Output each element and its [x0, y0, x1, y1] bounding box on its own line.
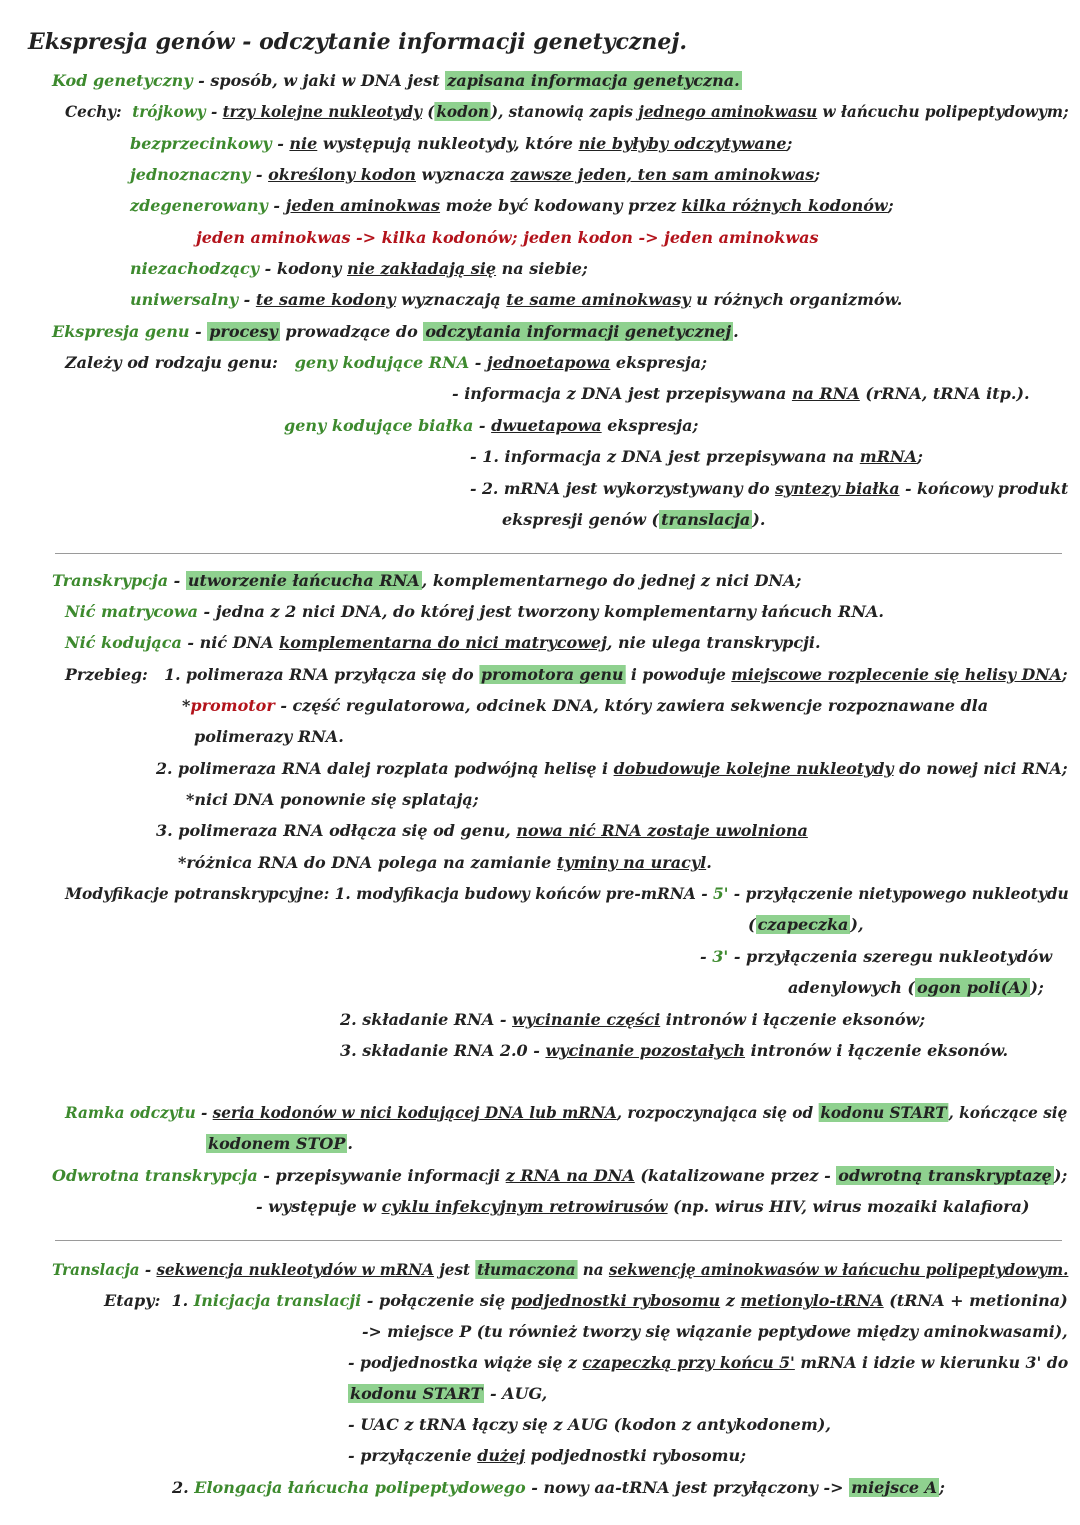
protein-step1-line: - 1. informacja z DNA jest przepisywana na mRNA;	[470, 447, 923, 466]
promotor-note-cont: polimerazy RNA.	[194, 727, 344, 746]
nic-kodujaca-line: Nić kodująca - nić DNA komplementarna do nici matrycowej, nie ulega transkrypcji.	[65, 633, 821, 652]
degenerate-note: jeden aminokwas -> kilka kodonów; jeden kodon -> jeden aminokwas	[196, 228, 819, 247]
cechy-niezachodzacy-line: niezachodzący - kodony nie zakładają się na siebie;	[130, 259, 588, 278]
inicjacja-miejsce-p: -> miejsce P (tu również tworzy się wiązanie peptydowe między aminokwasami),	[362, 1322, 1068, 1341]
kod-term: Kod genetyczny	[52, 71, 193, 90]
protein-step2-cont-line: ekspresji genów ( translacja ).	[502, 510, 766, 529]
ramka-cont-line: kodonem STOP .	[208, 1134, 353, 1153]
page-title: Ekspresja genów - odczytanie informacji genetycznej.	[28, 29, 688, 55]
inicjacja-uac: - UAC z tRNA łączy się z AUG (kodon z antykodonem),	[348, 1415, 831, 1434]
cechy-jednoznaczny-line: jednoznaczny - określony kodon wyznacza zawsze jeden, ten sam aminokwas;	[130, 165, 821, 184]
nic-matrycowa-line: Nić matrycowa - jedna z 2 nici DNA, do której jest tworzony komplementarny łańcuch RNA.	[65, 602, 884, 621]
protein-genes-line: geny kodujące białka - dwuetapowa ekspresja;	[284, 416, 699, 435]
kod-highlight: zapisana informacja genetyczna.	[447, 71, 740, 90]
przebieg-step3-note: *różnica RNA do DNA polega na zamianie tyminy na uracyl.	[178, 853, 712, 872]
przebieg-step2-note: *nici DNA ponownie się splatają;	[186, 790, 479, 809]
elongacja-line: 2. Elongacja łańcucha polipeptydowego - nowy aa-tRNA jest przyłączony -> miejsce A ;	[172, 1478, 945, 1497]
translacja-line: Translacja - sekwencja nukleotydów w mRNA jest tłumaczona na sekwencję aminokwasów w łańcuchu polipeptydowym.	[52, 1260, 1069, 1279]
rna-detail-line: - informacja z DNA jest przepisywana na RNA (rRNA, tRNA itp.).	[452, 384, 1030, 403]
przebieg-step3-line: 3. polimeraza RNA odłącza się od genu, nowa nić RNA zostaje uwolniona	[156, 821, 808, 840]
cechy-uniwersalny-line: uniwersalny - te same kodony wyznaczają te same aminokwasy u różnych organizmów.	[130, 290, 903, 309]
inicjacja-duza-podjednostka: - przyłączenie dużej podjednostki rybosomu;	[348, 1446, 747, 1465]
cechy-zdegenerowany-line: zdegenerowany - jeden aminokwas może być kodowany przez kilka różnych kodonów;	[130, 196, 894, 215]
skladanie-line: 2. składanie RNA - wycinanie części intronów i łączenie eksonów;	[340, 1010, 926, 1029]
przebieg-step1-line: Przebieg: 1. polimeraza RNA przyłącza się do promotora genu i powoduje miejscowe rozplecenie się helisy DNA;	[65, 665, 1068, 684]
inicjacja-kodon-start: kodonu START - AUG,	[350, 1384, 548, 1403]
cechy-bezprzecinkowy-line: bezprzecinkowy - nie występują nukleotydy, które nie byłyby odczytywane;	[130, 134, 793, 153]
section-divider-1	[55, 553, 1062, 554]
czapeczka-line: ( czapeczka ),	[748, 915, 864, 934]
promotor-note-line: *promotor - część regulatorowa, odcinek DNA, który zawiera sekwencje rozpoznawane dla	[182, 696, 989, 715]
cechy-trojkowy-line: Cechy: trójkowy - trzy kolejne nukleotydy ( kodon ), stanowią zapis jednego aminokwasu w łańcuchu polipeptydowym;	[65, 102, 1069, 121]
transkrypcja-line: Transkrypcja - utworzenie łańcucha RNA , komplementarnego do jednej z nici DNA;	[52, 571, 802, 590]
cechy-label: Cechy:	[65, 102, 122, 121]
etapy-inicjacja-line: Etapy: 1. Inicjacja translacji - połączenie się podjednostki rybosomu z metionylo-tRNA (tRNA + metionina)	[104, 1291, 1068, 1310]
ramka-line: Ramka odczytu - seria kodonów w nici kodującej DNA lub mRNA, rozpoczynająca się od kodonu START , kończące się	[65, 1103, 1068, 1122]
ekspresja-line: Ekspresja genu - procesy prowadzące do odczytania informacji genetycznej .	[52, 322, 739, 341]
section-divider-2	[55, 1240, 1062, 1241]
ogon-poli-a-line: adenylowych ( ogon poli(A) );	[788, 978, 1044, 997]
protein-step2-line: - 2. mRNA jest wykorzystywany do syntezy białka - końcowy produkt	[470, 479, 1069, 498]
skladanie-2-line: 3. składanie RNA 2.0 - wycinanie pozostałych intronów i łączenie eksonów.	[340, 1041, 1009, 1060]
zalezy-line: Zależy od rodzaju genu: geny kodujące RNA - jednoetapowa ekspresja;	[65, 353, 708, 372]
przebieg-step2-line: 2. polimeraza RNA dalej rozplata podwójną helisę i dobudowuje kolejne nukleotydy do nowej nici RNA;	[156, 759, 1068, 778]
odwrotna-cont-line: - występuje w cyklu infekcyjnym retrowirusów (np. wirus HIV, wirus mozaiki kalafiora)	[256, 1197, 1030, 1216]
modyfikacje-line: Modyfikacje potranskrypcyjne: 1. modyfikacja budowy końców pre-mRNA - 5' - przyłączenie nietypowego nukleotydu	[65, 884, 1069, 903]
inicjacja-podjednostka: - podjednostka wiąże się z czapeczką przy końcu 5' mRNA i idzie w kierunku 3' do	[348, 1353, 1069, 1372]
odwrotna-line: Odwrotna transkrypcja - przepisywanie informacji z RNA na DNA (katalizowane przez - odwrotną transkryptazę );	[52, 1166, 1068, 1185]
kod-line: Kod genetyczny - sposób, w jaki w DNA jest zapisana informacja genetyczna.	[52, 71, 740, 90]
three-prime-line: - 3' - przyłączenia szeregu nukleotydów	[700, 947, 1053, 966]
